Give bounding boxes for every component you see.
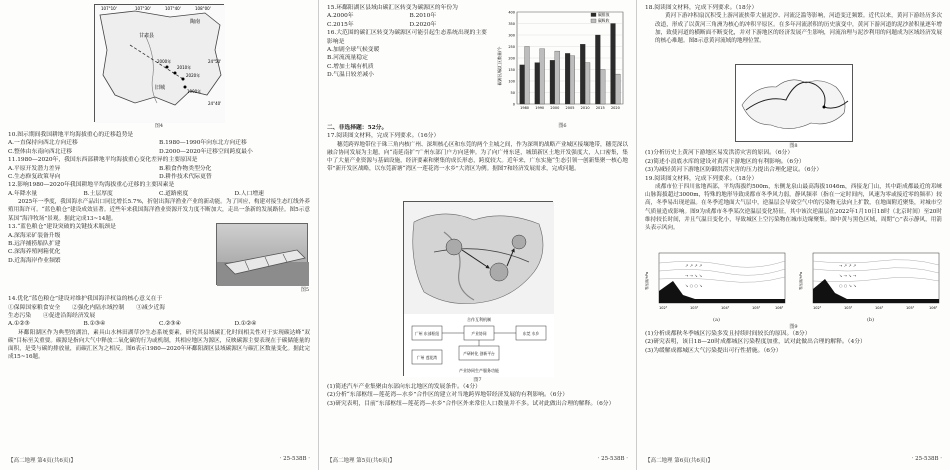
label-city: 旧城	[155, 85, 166, 91]
q18-part3: (3)为减轻黄河下游地区防御洪涝灾害的压力提出合理化建议。（6分）	[645, 167, 823, 174]
q12-option-b[interactable]: B.土层厚度	[83, 190, 113, 197]
fig4-caption: 图4	[154, 123, 164, 129]
svg-text:→ → ↘ ↘: → → ↘ ↘	[685, 273, 703, 279]
q12-option-a[interactable]: A.年降水量	[8, 190, 38, 197]
page-5	[318, 0, 636, 470]
q19-material: 成都市位于四川盆地西部，平均海拔约500m，东侧龙泉山最高海拔1046m，西接龙门山，其中距成都最近的邛崃山脉海拔超过3000m，特殊的地形导致成都市冬季风力弱，静风频率（指在一定时间内，风速为零或接近零的频率）较高，冬季易出现逆温。在冬季近地面大气层中，逆温层会导致空气中的污染物无法向上扩散，在地面附近聚集，对城市空气质量造成影响。图9为成都市冬季某次逆温层变化特征，其中该次逆温层在2022年1月10日18时（北京时间）至20时维持较长时间，并且气温日变化小，导致城区上空污染物在城市边缘聚集。图中黄与黑色区域，周期“○”表示静风，用箭头表示风向。	[645, 184, 942, 232]
fig8-svg	[736, 65, 854, 143]
q17-part3: (3)研究表明，目前“东部枢纽—莲花湾—水乡”合作区外来常住人口数量并不多。试对此做出合理的解释。（6分）	[327, 400, 615, 407]
fig9-ylabel-b: 等压面/hPa	[799, 272, 803, 291]
fig7-caption: 图7	[473, 376, 482, 383]
q14-item-3b: 生态污染	[8, 313, 32, 320]
point-2020	[182, 78, 185, 81]
fig6-bar-emission	[580, 44, 585, 104]
fig6-bar-absorption	[555, 51, 560, 104]
fig9-xlabel-b4: 105°	[906, 306, 915, 311]
lon-label-3: 107°40'	[165, 6, 181, 11]
q16-option-c[interactable]: C.增加土壤有机质	[327, 63, 374, 70]
fig6-bar-emission	[611, 24, 616, 105]
svg-text:↘ → ↘ →: ↘ → ↘ →	[839, 273, 857, 279]
page-4	[0, 0, 318, 470]
fig9-xlabel-b1: 102°	[813, 306, 822, 311]
fig6-bars	[520, 24, 621, 105]
label-2010: 2010年	[177, 65, 192, 70]
q13-option-b[interactable]: B.远洋捕捞船队扩建	[8, 241, 61, 248]
q18-heading: 18.阅读图文材料，完成下列要求。（18分）	[645, 5, 758, 11]
fig6-bar-emission	[535, 63, 540, 104]
q10-option-a[interactable]: A.一直保持向西北方向迁移	[8, 140, 78, 147]
svg-text:↘ ○ ○ ↘: ↘ ○ ○ ↘	[685, 283, 703, 289]
label-lake: 陶南	[190, 19, 201, 25]
lat-label-2: 24°40'	[208, 101, 222, 106]
q10-option-b[interactable]: B.1980—1990年向东北方向迁移	[159, 140, 247, 147]
q14-stem: 14.优化“蓝色粮仓”建设对维护我国海洋权益的核心意义在于	[8, 296, 163, 303]
fig6-xtick: 2000	[550, 106, 560, 110]
fig6-xtick: 2005	[565, 106, 575, 110]
fig7-flow-title: 产业协同生产服务功能	[458, 367, 499, 373]
fig6-ytick: 100	[508, 79, 515, 84]
fig6-legend-label: 碳吸收	[598, 18, 610, 23]
footer-code: · 25-538B ·	[597, 456, 628, 462]
svg-text:○ ○ ↘ ↘: ○ ○ ↘ ↘	[839, 283, 857, 289]
q16-option-b[interactable]: B.河流流量稳定	[327, 55, 368, 62]
fig9-xlabel-a2: 103°	[690, 306, 699, 311]
q14-option-c[interactable]: C.②③④	[159, 321, 181, 328]
svg-text:→ ↗ ↗ ↗: → ↗ ↗ ↗	[839, 263, 857, 269]
fig6-ytick: 300	[508, 33, 515, 38]
fig5-svg	[217, 224, 309, 286]
fig6-legend-swatch	[591, 19, 596, 23]
q14-item-1: ①保障国家粮食安全	[8, 304, 61, 311]
q18-part1: (1)分析历史上黄河下游地区易发洪涝灾害的原因。（6分）	[645, 150, 794, 157]
point-2010	[174, 72, 177, 75]
fig6-ytick: 400	[508, 10, 515, 15]
fig9-xlabel-b3: 104°	[875, 306, 884, 311]
intro-15-16: 环鄱阳湖区作为典型的湖泊，素具山水林田湖草沙生态系统要素，研究其县域碳汇化时间相关性对于实现碳达峰“双碳”目标至关重要。碳源是指向大气中释放二氧化碳的行为或机制，其相应地区为源区，反映碳源主要表现在于碳储能量的面积，是受与碳的排放量，而碳汇区为之相反。图6表示1980—2020年环鄱阳湖区县域碳源区与碳汇区数量变化。据此完成15~16题。	[8, 329, 310, 361]
q11-option-c[interactable]: C.生态修复政策导向	[8, 174, 61, 181]
fig9-panel-a	[645, 251, 788, 323]
fig6-bar-absorption	[540, 49, 545, 104]
fig6-bar-absorption	[600, 70, 605, 105]
q13-block	[8, 223, 310, 295]
q10-stem: 10.图示期间我国耕地平均海拔重心的迁移趋势是	[8, 132, 134, 138]
svg-text:↗ ↗ ↗ ↗: ↗ ↗ ↗ ↗	[685, 263, 703, 269]
fig8-caption: 图8	[789, 143, 798, 150]
q15-option-d[interactable]: D.2020年	[409, 21, 437, 28]
q10-option-d[interactable]: D.2000—2020年迁移空间跨度最小	[159, 148, 253, 155]
q14-option-d[interactable]: D.①②④	[234, 321, 257, 328]
fig6-ytick: 350	[508, 21, 515, 26]
lon-label-4: 108°00'	[195, 6, 211, 11]
intro-13-14: 2025年一季度，我国海水产品出口同比增长5.7%，折射出海洋渔业产业的新动能。为了回应，构建对接生态红线外养殖用海许可。“蓝色粮仓”建设成效显著。近些年来我国海洋渔业资源开发力度不断加大，走出一条新的发展路径。图5示意某国“海洋牧场”景观。据此完成13~14题。	[8, 199, 310, 222]
fig6-bar-emission	[595, 35, 600, 104]
fig9-xlabel-a5: 106°	[775, 306, 784, 311]
label-1990: 1990年	[187, 89, 202, 94]
fig6-bar-emission	[565, 53, 570, 104]
q16-stem: 16.大范围的碳汇区转变为碳源区可能引起生态系统出现的主要影响是	[327, 30, 487, 45]
q13-stem: 13.“蓝色粮仓”建设突破的关键技术瓶颈是	[8, 224, 116, 231]
fig6-xtick: 1990	[535, 106, 545, 110]
panel-b-wind-barbs	[839, 263, 857, 288]
fig6-ytick: 150	[508, 67, 515, 72]
q17-material: 穗莞跨界地带位于珠三角内核广州、深圳核心区和东莞的两个主城之间，作为深圳的战略产业城区接壤地带，穗莞深以融合协同发展为主题，向“南延南扩”广州东部门户方向延伸。为了向广州东延，城镇新区土地开发强度大，人口密集，集中了大量产业资源与基础设施，经济要素和聚集的成长形态，跨度较大。近年来，广东实施“生态引领一创新集聚一核心地带”新开发区战略，以东莞新塘“湾区一莲花湾一水乡”大湾区为例。据图7和经济发展需求，完成问题。	[327, 141, 628, 173]
q14-items	[8, 304, 310, 312]
footer-page-label: 【高二地理 第4页(共6页)】	[8, 458, 77, 464]
q12-option-c[interactable]: C.道路密度	[159, 190, 189, 197]
panel-a-wind-barbs	[685, 263, 703, 288]
q11-options	[8, 165, 310, 182]
fig6-xtick: 2015	[595, 106, 605, 110]
fig7-diagram	[403, 201, 553, 376]
q18-material: 黄河下游冲积扇沉积受上游河流挟带大量泥沙、河流泛滥等影响，河道变迁频繁。近代以来，黄河下游经历多次改道，形成了以黄河三角洲为核心的冲积平原区。在多年河流淤积的历史演变中，黄河下游河道的泥沙淤积量逐年增加，致使河道的横断面不断变化，并对下游地区的经济发展产生影响，河流治理与泥沙利用的问题成为区域经济发展的核心难题。图8示意黄河流域的地理位置。	[655, 13, 942, 45]
fig9-xlabel-b5: 106°	[929, 306, 938, 311]
fig6-caption: 图6	[558, 123, 567, 129]
fig9-ylabel-a: 等压面/hPa	[645, 272, 649, 291]
fig6-bar-emission	[520, 65, 525, 104]
footer-page-6	[645, 456, 942, 464]
lon-label-2: 107°30'	[135, 6, 151, 11]
footer-page-label: 【高二地理 第6页(共6页)】	[645, 458, 714, 464]
fig9-xlabel-a4: 105°	[752, 306, 761, 311]
fig6-bar-emission	[550, 60, 555, 104]
fig6-ytick: 50	[510, 90, 515, 95]
section-2-heading: 二、非选择题：52分。	[327, 125, 388, 131]
q17-part2: (2)分析“东部枢纽—莲花湾—水乡”合作区的建立对当地跨界地带经济发展的有利影响。（6分）	[327, 392, 569, 399]
footer-page-label: 【高二地理 第5页(共6页)】	[327, 458, 396, 464]
fig9a-svg	[645, 251, 788, 313]
q17-part1: (1)简述汽车产业集聚由东部向东北地区的发展条件。（4分）	[327, 383, 481, 390]
q19-part3: (3)为缓解成都城区大气污染提出可行性措施。（6分）	[645, 347, 782, 354]
fig9-sub-a: (a)	[713, 317, 720, 324]
q15-options	[327, 12, 492, 29]
fig6-legend	[591, 12, 610, 23]
fig8-map	[735, 64, 853, 142]
q12-stem: 12.影响1980—2020年我国耕地平均海拔重心迁移的主要因素是	[8, 182, 175, 189]
fig9b-svg	[799, 251, 942, 313]
fig6-chart	[495, 6, 630, 129]
q12-option-d[interactable]: D.人口增速	[234, 190, 264, 197]
q17-heading: 17.阅读图文材料，完成下列要求。（16分）	[327, 133, 440, 140]
fig6-legend-swatch	[591, 13, 596, 17]
fig6-ytick: 0	[512, 102, 515, 107]
fig5-caption: 图5	[300, 287, 309, 294]
q13-option-a[interactable]: A.深海采矿装备升级	[8, 232, 61, 239]
q14-item-4: ④促进沿海经济发展	[43, 313, 96, 320]
fig6-xtick: 2020	[610, 106, 620, 110]
q14-options	[8, 320, 310, 328]
q15-option-b[interactable]: B.2010年	[409, 13, 437, 20]
q14-option-a[interactable]: A.①②③	[8, 321, 30, 328]
box-collab-label: 产业协同	[470, 330, 487, 336]
q14-option-b[interactable]: B.①③④	[83, 321, 106, 328]
fig6-svg	[495, 6, 630, 118]
fig9-xlabel-a3: 104°	[721, 306, 730, 311]
fig6-legend-label: 碳排放	[598, 12, 610, 17]
label-county: 甘肃县	[139, 33, 155, 39]
fig6-bar-absorption	[585, 63, 590, 104]
q13-option-c[interactable]: C.深海养殖网箱优化	[8, 249, 61, 256]
fig6-ytick: 200	[508, 56, 515, 61]
footer-code: · 25-538B ·	[279, 456, 310, 462]
fig7-svg	[404, 202, 554, 377]
fig5-photo	[216, 223, 309, 294]
q16-option-a[interactable]: A.加剧全球气候变暖	[327, 47, 380, 54]
q19-heading: 19.阅读图文材料，完成下列要求。（18分）	[645, 175, 758, 182]
footer-page-4	[8, 456, 310, 464]
label-2000: 2000年	[157, 59, 172, 64]
fig9-profiles	[645, 251, 942, 323]
q11-option-b[interactable]: B.粮食作物类型分化	[159, 165, 212, 172]
fig9-panel-b	[799, 251, 942, 323]
q19-part2: (2)研究表明，该日18—20时成都城区污染程度加重，试对此做出合理的解释。（4分）	[645, 339, 866, 346]
node-lianhuawan	[490, 263, 508, 281]
fig4-svg	[95, 5, 225, 123]
point-2000	[166, 66, 169, 69]
xiaolangdi-dam	[822, 106, 825, 109]
fig6-bar-absorption	[525, 47, 530, 105]
q14-item-3: ③减少近海	[136, 304, 166, 311]
page-6	[636, 0, 950, 470]
lat-label-1: 24°50'	[208, 59, 222, 64]
q11-stem: 11.1980—2020年，我国东西部耕地平均海拔重心变化差异的主要原因是	[8, 157, 198, 164]
box-shuixiang-label: 东莞 水乡	[522, 330, 539, 336]
q15-option-a[interactable]: A.2000年	[327, 13, 354, 20]
fig6-ylabel: 碳源区/碳汇区数量/个	[497, 46, 502, 86]
q16-option-d[interactable]: D.气温日较差减小	[327, 72, 374, 79]
fig6-xtick: 1980	[520, 106, 530, 110]
footer-page-5	[327, 456, 628, 464]
lon-label-1: 107°10'	[101, 6, 117, 11]
node-guangzhou	[446, 239, 462, 255]
fig6-xtick: 2010	[580, 106, 590, 110]
fig6-bar-absorption	[570, 56, 575, 104]
q14-items-2	[8, 312, 310, 320]
fig9-caption: 图9	[789, 324, 798, 331]
q13-option-d[interactable]: D.近海海岸作业频繁	[8, 257, 61, 264]
fig9-xlabel-b2: 103°	[844, 306, 853, 311]
node-shuixiang	[512, 235, 526, 249]
yellow-river-basin	[742, 80, 845, 129]
q15-stem: 15.环鄱阳湖区县域由碳汇区转变为碳源区的年份为	[327, 5, 458, 11]
q18-part2: (2)简述小浪底水库的建设对黄河下游地区的有利影响。（6分）	[645, 158, 805, 165]
fig7-sublabel: 合作互利机制	[466, 316, 491, 322]
fig9-xlabel-a1: 102°	[659, 306, 668, 311]
box-guangzhou-label: 广州 东部枢纽	[414, 330, 439, 336]
footer-code: · 25-538B ·	[911, 456, 942, 462]
fig6-ytick: 250	[508, 44, 515, 49]
q10-options	[8, 139, 310, 156]
q15-option-c[interactable]: C.2015年	[327, 21, 354, 28]
q19-part1: (1)分析成都秋冬季城区污染多发且持续时间较长的原因。（8分）	[645, 331, 811, 338]
fig4-map	[94, 4, 224, 122]
box-lianhuawan-label: 广州 莲花湾	[416, 354, 437, 360]
fig9-sub-b: (b)	[866, 317, 875, 324]
label-2020: 2020年	[186, 73, 201, 78]
box-platform-label: 产研转化 创新平台	[462, 350, 495, 356]
q10-option-c[interactable]: C.整体由东南向西北迁移	[8, 148, 73, 155]
fig6-bar-absorption	[615, 74, 620, 104]
q12-options	[8, 190, 310, 198]
q11-option-a[interactable]: A.平原开发潜力差异	[8, 165, 61, 172]
q11-option-d[interactable]: D.耕作技术代际更替	[159, 174, 212, 181]
q14-item-2: ②强化内陆水域控制	[72, 304, 125, 311]
